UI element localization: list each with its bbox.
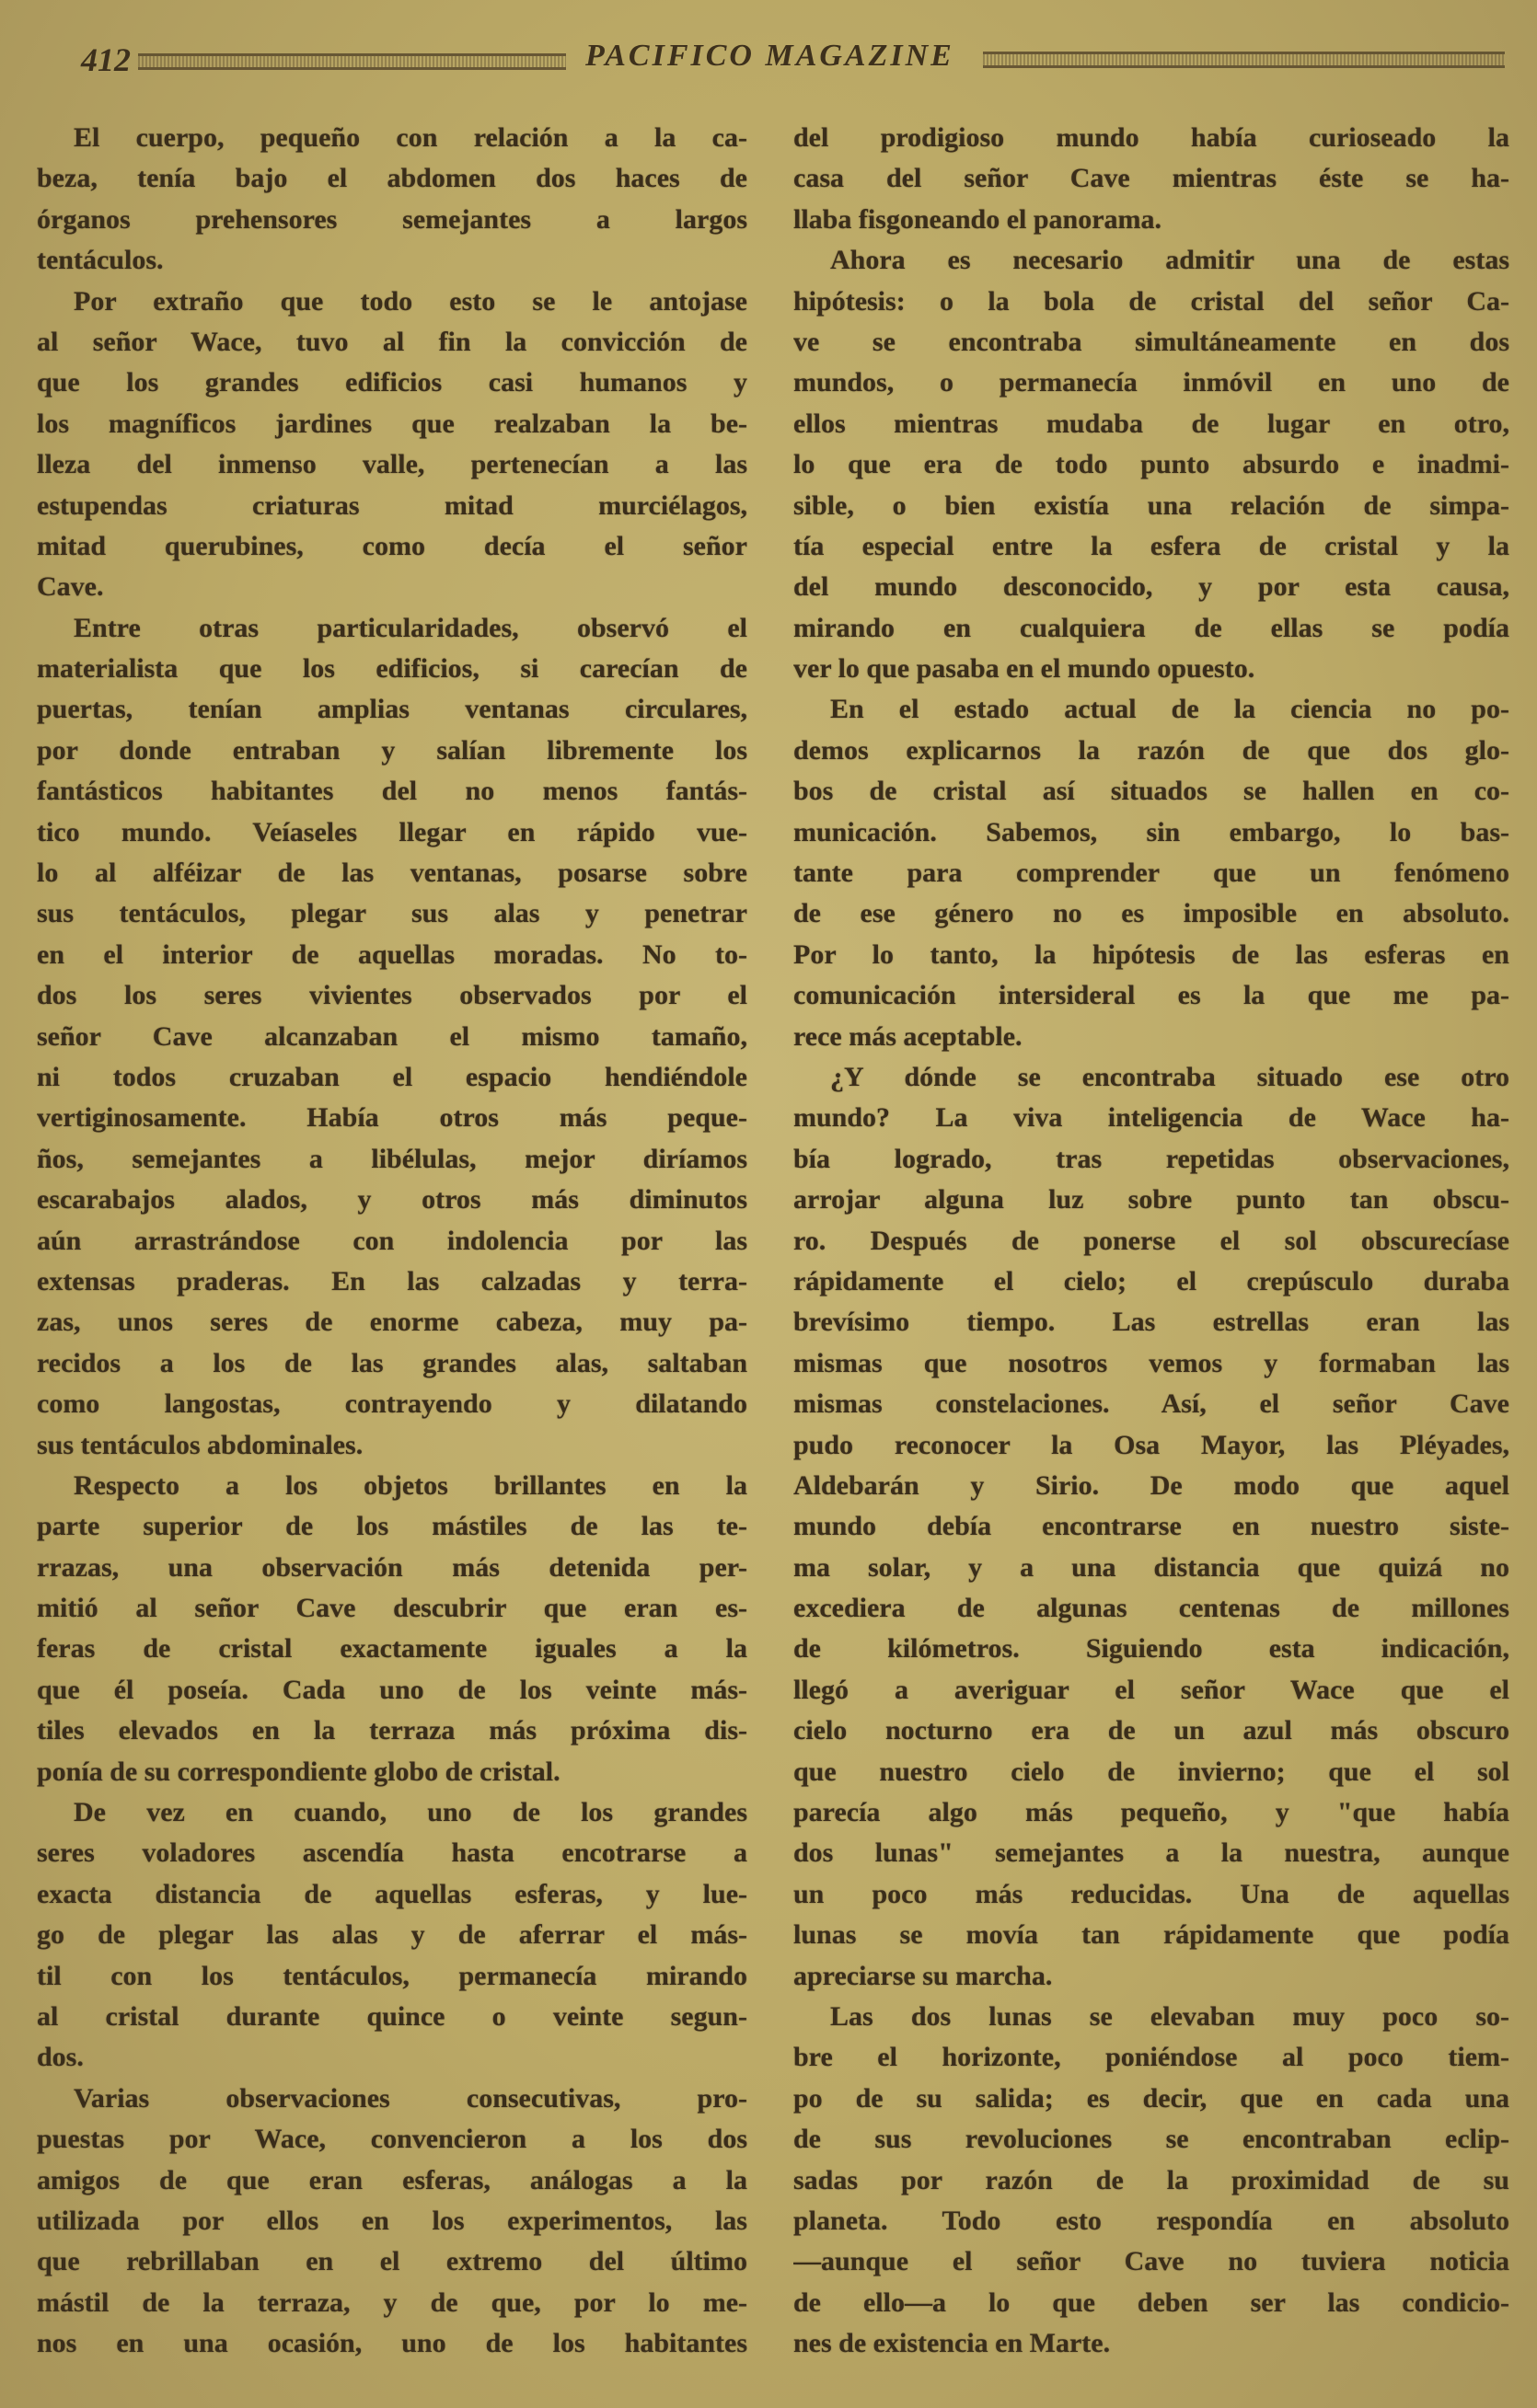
text-line: nes de existencia en Marte. <box>793 2328 1111 2359</box>
text-line: materialista que los edificios, si carecían de <box>37 653 747 685</box>
paragraph <box>37 282 747 608</box>
text-line: lo que era de todo punto absurdo e inadmi- <box>793 449 1509 480</box>
text-line: mirando en cualquiera de ellas se podía <box>793 612 1509 643</box>
header-rule-right <box>983 52 1505 68</box>
text-line: de ello—a lo que deben ser las condicio- <box>793 2287 1509 2318</box>
text-line: Entre otras particularidades, observó el <box>74 612 747 643</box>
text-line: puestas por Wace, convencieron a los dos <box>37 2124 747 2155</box>
paragraph <box>793 118 1509 240</box>
text-line: Respecto a los objetos brillantes en la <box>74 1469 747 1501</box>
text-line: —aunque el señor Cave no tuviera noticia <box>793 2246 1509 2277</box>
text-line: de ese género no es imposible en absoluto. <box>793 898 1509 929</box>
text-line: aún arrastrándose con indolencia por las <box>37 1225 747 1256</box>
text-line: bre el horizonte, poniéndose al poco tiem- <box>793 2042 1509 2073</box>
text-line: bía logrado, tras repetidas observaciones, <box>793 1143 1509 1174</box>
text-line: Ahora es necesario admitir una de estas <box>830 245 1509 276</box>
text-line: parecía algo más pequeño, y "que había <box>793 1797 1509 1828</box>
text-line: escarabajos alados, y otros más diminutos <box>37 1184 747 1216</box>
paragraph <box>37 1792 747 2079</box>
text-line: sus tentáculos, plegar sus alas y penetrar <box>37 898 747 929</box>
text-line: En el estado actual de la ciencia no po- <box>830 694 1509 725</box>
text-line: rece más aceptable. <box>793 1020 1023 1052</box>
text-line: sadas por razón de la proximidad de su <box>793 2164 1509 2195</box>
text-line: brevísimo tiempo. Las estrellas eran las <box>793 1307 1509 1338</box>
text-line: rápidamente el cielo; el crepúsculo duraba <box>793 1265 1509 1296</box>
text-line: puertas, tenían amplias ventanas circulares, <box>37 694 747 725</box>
text-line: ponía de su correspondiente globo de cristal. <box>37 1756 560 1787</box>
text-line: Las dos lunas se elevaban muy poco so- <box>830 2000 1509 2032</box>
text-line: excediera de algunas centenas de millones <box>793 1593 1509 1624</box>
text-line: zas, unos seres de enorme cabeza, muy pa- <box>37 1307 747 1338</box>
text-line: rrazas, una observación más detenida per- <box>37 1551 747 1583</box>
text-line: señor Cave alcanzaban el mismo tamaño, <box>37 1020 747 1052</box>
paragraph <box>37 118 747 282</box>
text-line: que él poseía. Cada uno de los veinte más- <box>37 1674 747 1705</box>
text-line: Cave. <box>37 571 104 603</box>
text-line: cielo nocturno era de un azul más obscuro <box>793 1715 1509 1746</box>
text-line: demos explicarnos la razón de que dos glo- <box>793 734 1509 766</box>
running-header <box>0 0 1537 101</box>
paragraph <box>793 1997 1509 2365</box>
text-line: ¿Y dónde se encontraba situado ese otro <box>830 1061 1509 1092</box>
text-line: órganos prehensores semejantes a largos <box>37 203 747 235</box>
text-line: extensas praderas. En las calzadas y terra- <box>37 1265 747 1296</box>
text-line: al señor Wace, tuvo al fin la convicción de <box>37 326 747 357</box>
paragraph <box>37 608 747 1466</box>
text-line: un poco más reducidas. Una de aquellas <box>793 1878 1509 1909</box>
text-line: Por lo tanto, la hipótesis de las esferas en <box>793 939 1509 970</box>
text-line: ños, semejantes a libélulas, mejor diríamos <box>37 1143 747 1174</box>
text-line: dos. <box>37 2042 84 2073</box>
text-line: mitió al señor Cave descubrir que eran es- <box>37 1593 747 1624</box>
text-line: apreciarse su marcha. <box>793 1960 1053 1991</box>
text-line: beza, tenía bajo el abdomen dos haces de <box>37 163 747 194</box>
text-line: lunas se movía tan rápidamente que podía <box>793 1919 1509 1951</box>
text-line: ni todos cruzaban el espacio hendiéndole <box>37 1061 747 1092</box>
text-line: de sus revoluciones se encontraban eclip- <box>793 2124 1509 2155</box>
text-line: De vez en cuando, uno de los grandes <box>74 1797 747 1828</box>
text-column-left <box>37 118 747 2364</box>
text-line: arrojar alguna luz sobre punto tan obscu- <box>793 1184 1509 1216</box>
text-line: planeta. Todo esto respondía en absoluto <box>793 2205 1509 2236</box>
text-line: mismas que nosotros vemos y formaban las <box>793 1347 1509 1378</box>
text-line: que los grandes edificios casi humanos y <box>37 367 747 398</box>
text-line: ma solar, y a una distancia que quizá no <box>793 1551 1509 1583</box>
paragraph <box>793 1057 1509 1997</box>
text-line: go de plegar las alas y de aferrar el más- <box>37 1919 747 1951</box>
text-column-right <box>793 118 1509 2364</box>
text-line: hipótesis: o la bola de cristal del señor Ca- <box>793 285 1509 317</box>
text-line: ve se encontraba simultáneamente en dos <box>793 326 1509 357</box>
text-line: vertiginosamente. Había otros más peque- <box>37 1102 747 1134</box>
magazine-title: PACIFICO MAGAZINE <box>585 39 954 73</box>
text-line: mundo? La viva inteligencia de Wace ha- <box>793 1102 1509 1134</box>
text-line: tico mundo. Veíaseles llegar en rápido vue- <box>37 816 747 847</box>
text-line: de kilómetros. Siguiendo esta indicación, <box>793 1633 1509 1665</box>
text-line: feras de cristal exactamente iguales a la <box>37 1633 747 1665</box>
text-line: por donde entraban y salían libremente los <box>37 734 747 766</box>
text-line: estupendas criaturas mitad murciélagos, <box>37 490 747 521</box>
text-line: que rebrillaban en el extremo del último <box>37 2246 747 2277</box>
text-line: del prodigioso mundo había curioseado la <box>793 122 1509 153</box>
text-line: los magníficos jardines que realzaban la be- <box>37 408 747 439</box>
page-number: 412 <box>81 41 131 78</box>
text-line: ellos mientras mudaba de lugar en otro, <box>793 408 1509 439</box>
paragraph <box>37 1466 747 1792</box>
text-line: llegó a averiguar el señor Wace que el <box>793 1674 1509 1705</box>
text-line: seres voladores ascendía hasta encotrarse a <box>37 1838 747 1869</box>
text-line: mundos, o permanecía inmóvil en uno de <box>793 367 1509 398</box>
text-line: tiles elevados en la terraza más próxima dis- <box>37 1715 747 1746</box>
text-line: El cuerpo, pequeño con relación a la ca- <box>74 122 747 153</box>
text-line: lo al alféizar de las ventanas, posarse sobre <box>37 858 747 889</box>
text-line: sible, o bien existía una relación de simpa- <box>793 490 1509 521</box>
text-line: mismas constelaciones. Así, el señor Cave <box>793 1388 1509 1420</box>
text-line: como langostas, contrayendo y dilatando <box>37 1388 747 1420</box>
text-line: po de su salida; es decir, que en cada una <box>793 2082 1509 2114</box>
text-line: utilizada por ellos en los experimentos, las <box>37 2205 747 2236</box>
text-line: tentáculos. <box>37 245 164 276</box>
text-line: casa del señor Cave mientras éste se ha- <box>793 163 1509 194</box>
text-line: ro. Después de ponerse el sol obscurecíase <box>793 1225 1509 1256</box>
text-line: lleza del inmenso valle, pertenecían a las <box>37 449 747 480</box>
text-line: municación. Sabemos, sin embargo, lo bas- <box>793 816 1509 847</box>
text-line: bos de cristal así situados se hallen en co- <box>793 776 1509 807</box>
paragraph <box>37 2079 747 2365</box>
text-line: recidos a los de las grandes alas, saltaban <box>37 1347 747 1378</box>
text-line: mundo debía encontrarse en nuestro siste- <box>793 1511 1509 1542</box>
text-line: nos en una ocasión, uno de los habitantes <box>37 2328 747 2359</box>
text-line: ver lo que pasaba en el mundo opuesto. <box>793 653 1255 685</box>
text-line: en el interior de aquellas moradas. No to- <box>37 939 747 970</box>
text-line: pudo reconocer la Osa Mayor, las Pléyades, <box>793 1429 1509 1460</box>
text-line: mitad querubines, como decía el señor <box>37 530 747 561</box>
text-line: til con los tentáculos, permanecía mirando <box>37 1960 747 1991</box>
header-rule-left <box>138 53 566 70</box>
text-line: dos los seres vivientes observados por el <box>37 980 747 1011</box>
text-line: Varias observaciones consecutivas, pro- <box>74 2082 747 2114</box>
paragraph <box>793 689 1509 1057</box>
text-line: mástil de la terraza, y de que, por lo me- <box>37 2287 747 2318</box>
text-line: Por extraño que todo esto se le antojase <box>74 285 747 317</box>
text-line: comunicación intersideral es la que me pa- <box>793 980 1509 1011</box>
text-line: fantásticos habitantes del no menos fantás- <box>37 776 747 807</box>
text-line: del mundo desconocido, y por esta causa, <box>793 571 1509 603</box>
text-line: Aldebarán y Sirio. De modo que aquel <box>793 1469 1509 1501</box>
text-line: tante para comprender que un fenómeno <box>793 858 1509 889</box>
text-line: sus tentáculos abdominales. <box>37 1429 364 1460</box>
text-line: al cristal durante quince o veinte segun- <box>37 2000 747 2032</box>
text-line: parte superior de los mástiles de las te- <box>37 1511 747 1542</box>
text-line: exacta distancia de aquellas esferas, y lue- <box>37 1878 747 1909</box>
paragraph <box>793 240 1509 689</box>
text-line: dos lunas" semejantes a la nuestra, aunque <box>793 1838 1509 1869</box>
text-line: que nuestro cielo de invierno; que el sol <box>793 1756 1509 1787</box>
text-line: amigos de que eran esferas, análogas a la <box>37 2164 747 2195</box>
text-line: llaba fisgoneando el panorama. <box>793 203 1162 235</box>
text-line: tía especial entre la esfera de cristal y la <box>793 530 1509 561</box>
